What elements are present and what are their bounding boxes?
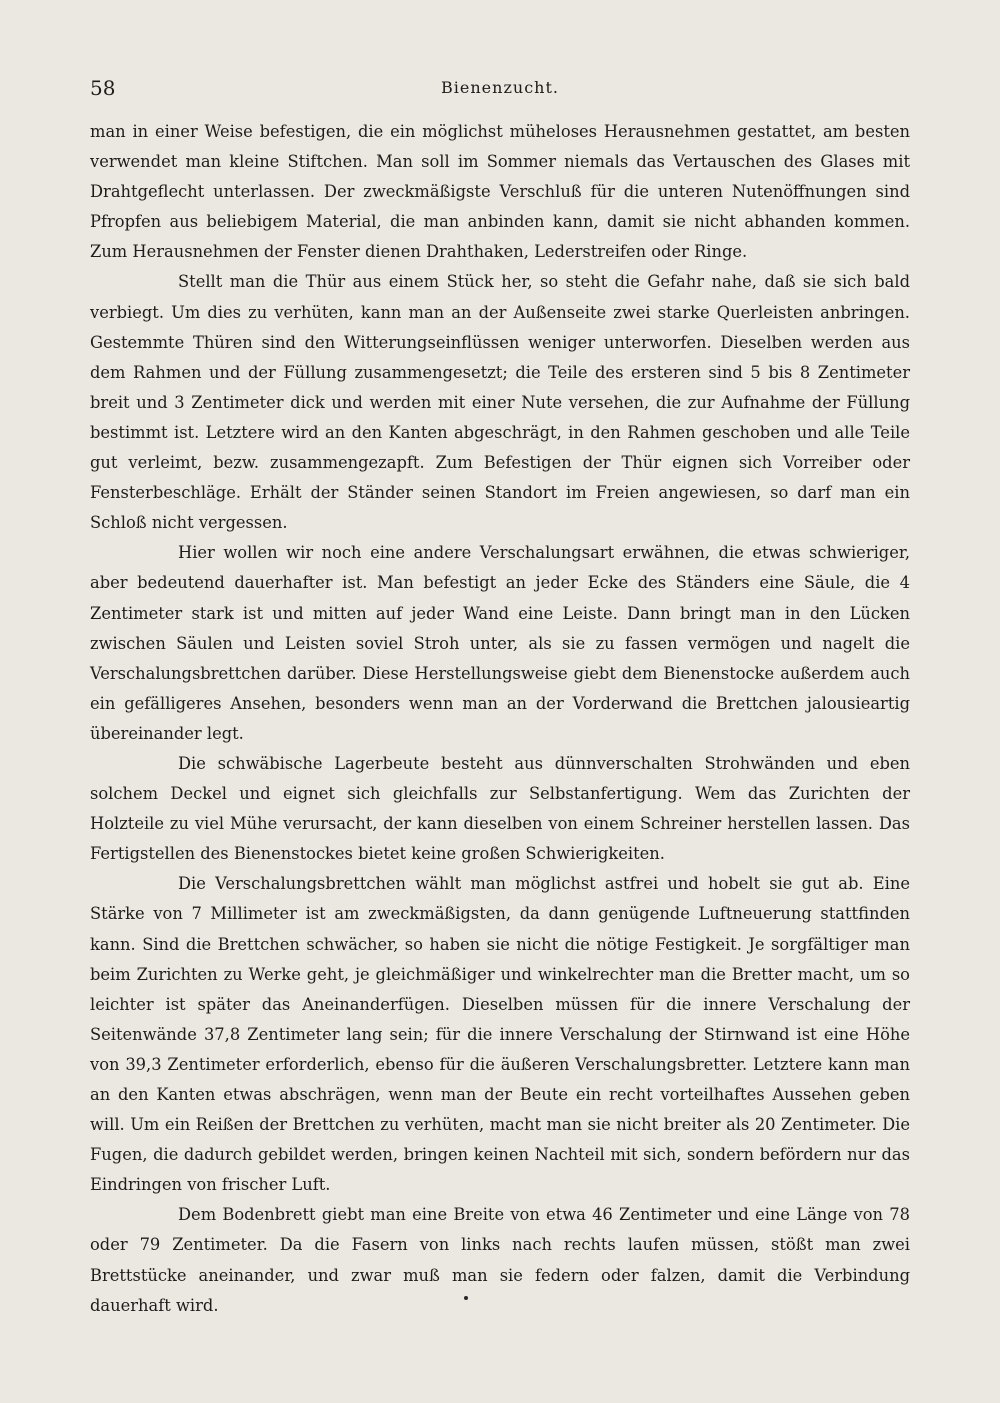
page-body	[90, 117, 910, 1321]
paragraph: Die Verschalungsbrettchen wählt man möglichst astfrei und hobelt sie gut ab. Eine Stärke von 7 Millimeter ist am zweckmäßigsten, da dann genügende Luftneuerung stattfinden kann. Sind die Brettchen schwächer, so haben sie nicht die nötige Festigkeit. Je sorgfältiger man beim Zurichten zu Werke geht, je gleichmäßiger und winkelrechter man die Bretter macht, um so leichter ist später das Aneinanderfügen. Dieselben müssen für die innere Verschalung der Seitenwände 37,8 Zentimeter lang sein; für die innere Verschalung der Stirnwand ist eine Höhe von 39,3 Zentimeter erforderlich, ebenso für die äußeren Verschalungsbretter. Letztere kann man an den Kanten etwas abschrägen, wenn man der Beute ein recht vorteilhaftes Aussehen geben will. Um ein Reißen der Brettchen zu verhüten, macht man sie nicht breiter als 20 Zentimeter. Die Fugen, die dadurch gebildet werden, bringen keinen Nachteil mit sich, sondern befördern nur das Eindringen von frischer Luft.	[90, 874, 910, 1195]
page-number: 58	[90, 76, 116, 100]
paragraph: Dem Bodenbrett giebt man eine Breite von etwa 46 Zentimeter und eine Länge von 78 oder 79 Zentimeter. Da die Fasern von links nach rechts laufen müssen, stößt man zwei Brettstücke aneinander, und zwar muß man sie federn oder falzen, damit die Verbindung dauerhaft wird.	[90, 1205, 910, 1315]
paragraph: Hier wollen wir noch eine andere Verschalungsart erwähnen, die etwas schwieriger, aber bedeutend dauerhafter ist. Man befestigt an jeder Ecke des Ständers eine Säule, die 4 Zentimeter stark ist und mitten auf jeder Wand eine Leiste. Dann bringt man in den Lücken zwischen Säulen und Leisten soviel Stroh unter, als sie zu fassen vermögen und nagelt die Verschalungsbrettchen darüber. Diese Herstellungsweise giebt dem Bienenstocke außerdem auch ein gefälligeres Ansehen, besonders wenn man an der Vorderwand die Brettchen jalousieartig übereinander legt.	[90, 543, 910, 743]
paragraph: man in einer Weise befestigen, die ein möglichst müheloses Herausnehmen gestattet, am besten verwendet man kleine Stiftchen. Man soll im Sommer niemals das Vertauschen des Glases mit Drahtgeflecht unterlassen. Der zweckmäßigste Verschluß für die unteren Nutenöffnungen sind Pfropfen aus beliebigem Material, die man anbinden kann, damit sie nicht abhanden kommen. Zum Herausnehmen der Fenster dienen Drahthaken, Lederstreifen oder Ringe.	[90, 122, 910, 262]
paragraph: Stellt man die Thür aus einem Stück her, so steht die Gefahr nahe, daß sie sich bald verbiegt. Um dies zu verhüten, kann man an der Außenseite zwei starke Querleisten anbringen. Gestemmte Thüren sind den Witterungseinflüssen weniger unterworfen. Dieselben werden aus dem Rahmen und der Füllung zusammengesetzt; die Teile des ersteren sind 5 bis 8 Zentimeter breit und 3 Zentimeter dick und werden mit einer Nute versehen, die zur Aufnahme der Füllung bestimmt ist. Letztere wird an den Kanten abgeschrägt, in den Rahmen geschoben und alle Teile gut verleimt, bezw. zusammengezapft. Zum Befestigen der Thür eignen sich Vorreiber oder Fensterbeschläge. Erhält der Ständer seinen Standort im Freien angewiesen, so darf man ein Schloß nicht vergessen.	[90, 272, 910, 533]
print-mark	[464, 1296, 468, 1300]
paragraph: Die schwäbische Lagerbeute besteht aus dünnverschalten Strohwänden und eben solchem Deckel und eignet sich gleichfalls zur Selbstanfertigung. Wem das Zurichten der Holzteile zu viel Mühe verursacht, der kann dieselben von einem Schreiner herstellen lassen. Das Fertigstellen des Bienenstockes bietet keine großen Schwierigkeiten.	[90, 753, 910, 864]
page-header	[90, 76, 910, 108]
running-head: Bienenzucht.	[441, 78, 559, 97]
